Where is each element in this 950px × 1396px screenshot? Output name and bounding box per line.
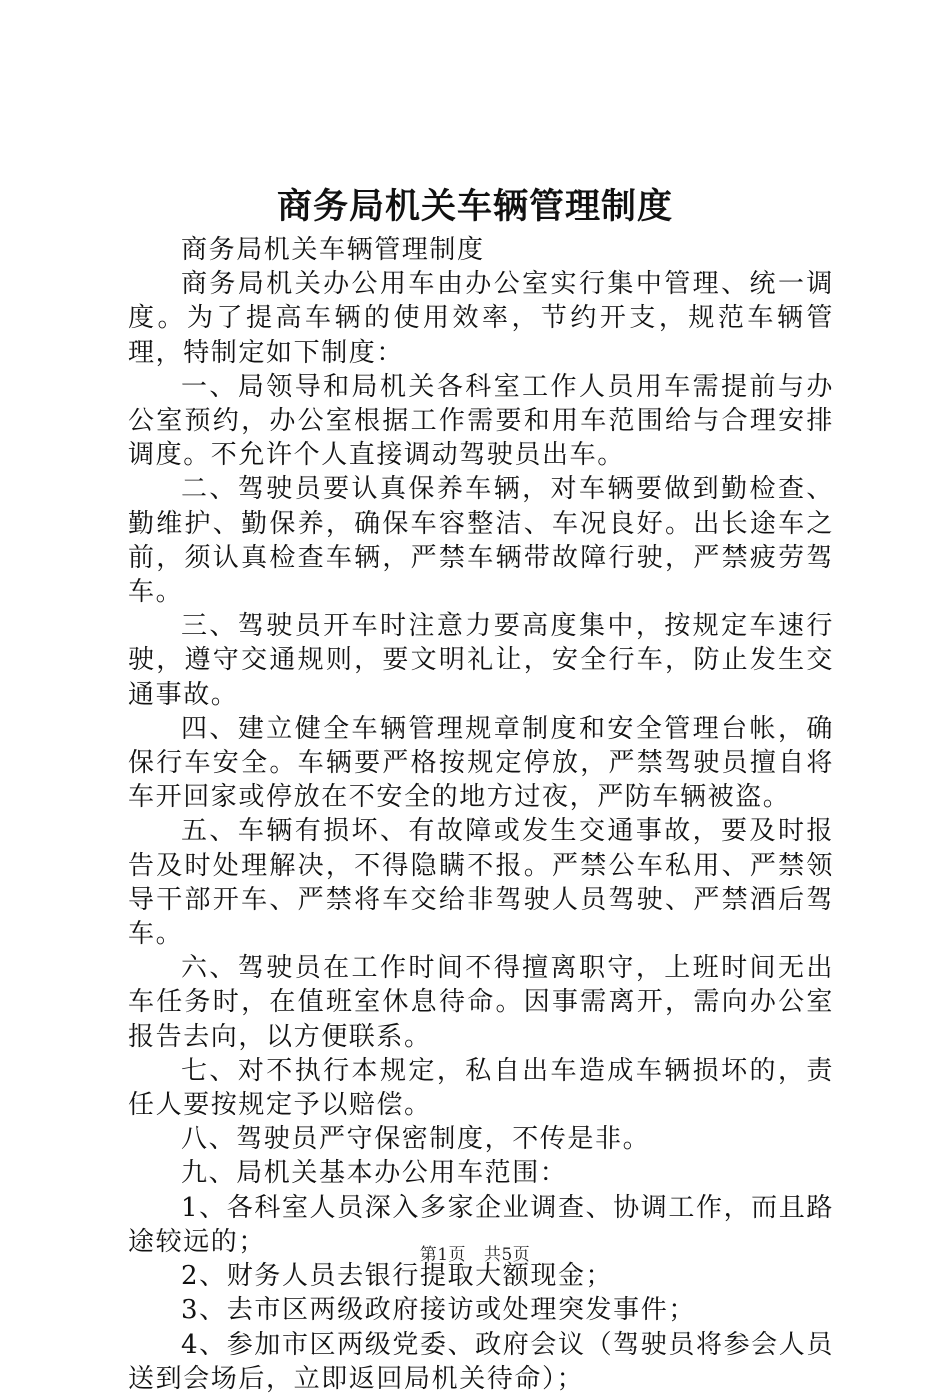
paragraph-rule-9: 九、局机关基本办公用车范围：: [181, 1158, 568, 1189]
paragraph-rule-7: 七、对不执行本规定，私自出车造成车辆损坏的，责任人要按规定予以赔偿。: [128, 1055, 834, 1121]
page-number: 第1页: [419, 1245, 467, 1265]
paragraph-intro: 商务局机关办公用车由办公室实行集中管理、统一调度。为了提高车辆的使用效率，节约开支，规范车辆管理，特制定如下制度：: [128, 269, 834, 368]
page-total: 共5页: [483, 1245, 531, 1265]
list-item-4: 4、参加市区两级党委、政府会议（驾驶员将参会人员送到会场后，立即返回局机关待命）；: [128, 1329, 834, 1394]
paragraph-rule-8: 八、驾驶员严守保密制度，不传是非。: [181, 1124, 651, 1155]
paragraph-rule-5: 五、车辆有损坏、有故障或发生交通事故，要及时报告及时处理解决，不得隐瞒不报。严禁公车私用、严禁领导干部开车、严禁将车交给非驾驶人员驾驶、严禁酒后驾车。: [128, 816, 834, 950]
list-item-3: 3、去市区两级政府接访或处理突发事件；: [181, 1295, 696, 1326]
paragraph-rule-6: 六、驾驶员在工作时间不得擅离职守，上班时间无出车任务时，在值班室休息待命。因事需离开，需向办公室报告去向，以方便联系。: [128, 953, 834, 1052]
paragraph-heading: 商务局机关车辆管理制度: [181, 235, 485, 265]
paragraph-rule-3: 三、驾驶员开车时注意力要高度集中，按规定车速行驶，遵守交通规则，要文明礼让，安全行车，防止发生交通事故。: [128, 611, 834, 710]
list-item-2: 2、财务人员去银行提取大额现金；: [181, 1261, 614, 1292]
paragraph-rule-4: 四、建立健全车辆管理规章制度和安全管理台帐，确保行车安全。车辆要严格按规定停放，严禁驾驶员擅自将车开回家或停放在不安全的地方过夜，严防车辆被盗。: [128, 713, 834, 813]
list-item-1: 1、各科室人员深入多家企业调查、协调工作，而且路途较远的；: [128, 1192, 834, 1257]
page-footer: [0, 1243, 950, 1267]
paragraph-rule-2: 二、驾驶员要认真保养车辆，对车辆要做到勤检查、勤维护、勤保养，确保车容整洁、车况良好。出长途车之前，须认真检查车辆，严禁车辆带故障行驶，严禁疲劳驾车。: [128, 474, 834, 608]
paragraph-rule-1: 一、局领导和局机关各科室工作人员用车需提前与办公室预约，办公室根据工作需要和用车范围给与合理安排调度。不允许个人直接调动驾驶员出车。: [128, 371, 834, 471]
document-body: [128, 233, 834, 1396]
document-title: 商务局机关车辆管理制度: [276, 186, 673, 227]
